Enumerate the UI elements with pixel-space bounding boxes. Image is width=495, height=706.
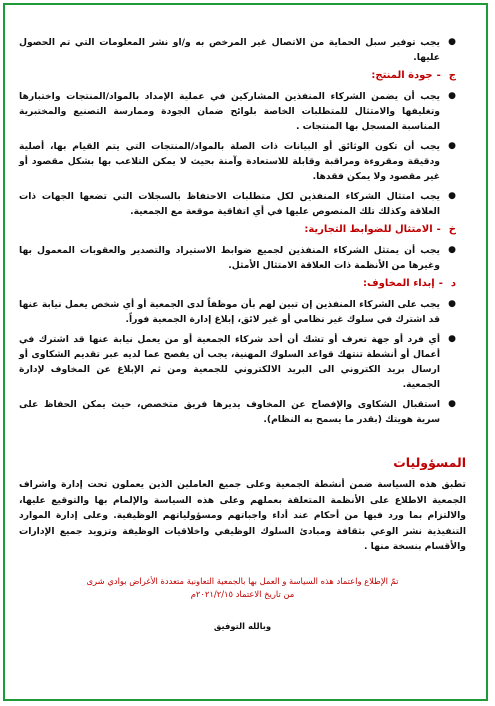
bullet-item [19, 243, 466, 273]
bullet-icon: ● [448, 399, 456, 409]
bullet-item [19, 397, 466, 427]
bullet-text: يجب امتثال الشركاء المنفذين لكل متطلبات الاحتفاظ بالسجلات التي تضعها الجهات ذات العلاقة وكذلك تلك المنصوص عليها في أي اتفاقية موقعة مع الجمعية. [19, 191, 440, 217]
bullet-text: يجب أن يمتثل الشركاء المنفذين لجميع ضوابط الاستيراد والتصدير والعقوبات المعمول بها وغيرها من الأنظمة ذات العلاقة الامتثال الأمثل. [19, 245, 440, 271]
bullet-item [19, 297, 466, 327]
bullet-text: استقبال الشكاوى والإفصاح عن المخاوف يديرها فريق متخصص، حيث يمكن الحفاظ على سرية هويتك (بقدر ما يسمح به النظام). [19, 399, 440, 425]
document-page [3, 3, 488, 701]
bullet-icon: ● [448, 141, 456, 151]
bullet-icon: ● [448, 37, 456, 47]
section-heading-trade-compliance [19, 224, 466, 235]
bullet-icon: ● [448, 91, 456, 101]
bullet-text: يجب على الشركاء المنفذين إن تبين لهم بأن موظفاً لدى الجمعية أو أي شخص يعمل نيابة عنها قد اشترك في سلوك غير نظامي أو غير لائق، إبلاغ إدارة الجمعية فوراً. [19, 299, 440, 325]
document-content [5, 5, 486, 699]
dash-icon: - [436, 70, 441, 81]
section-letter: ج [448, 70, 456, 81]
signoff: وبالله التوفيق [213, 620, 272, 631]
dash-icon: - [436, 224, 441, 235]
bullet-text: يجب أن تكون الوثائق أو البيانات ذات الصلة بالمواد/المنتجات التي يتم القيام بها، أصلية ودقيقة ومقروءة ومراقبة وقابلة للاستعادة وآمنة بحيث لا يمكن التلاعب بها بشكل مقصود أو غير مقصود ولا يمكن فقدها. [19, 141, 440, 182]
bullet-icon: ● [448, 191, 456, 201]
bullet-icon: ● [448, 334, 456, 344]
approval-date: من تاريخ الاعتماد ٢٠٢١/٢/١٥م [190, 588, 295, 599]
approval-note [19, 575, 466, 601]
dash-icon: - [438, 278, 443, 289]
bullet-item [19, 189, 466, 219]
bullet-text: يجب أن يضمن الشركاء المنفذين المشاركين في عملية الإمداد بالمواد/المنتجات واختبارها وتغليفها والامتثال للمتطلبات الخاصة بلوائح ضمان الجودة وممارسة التصنيع والمختبرية المناسبة المسجل بها المنتجات . [19, 91, 440, 132]
bullet-item [19, 139, 466, 184]
section-title: الامتثال للضوابط التجارية: [304, 224, 433, 235]
section-letter: خ [448, 224, 456, 235]
approval-line: تمّ الإطلاع واعتماد هذه السياسة و العمل بها بالجمعية التعاونية متعددة الأغراض بوادي شرى [86, 575, 399, 586]
section-heading-concerns [19, 278, 466, 289]
responsibilities-paragraph: تطبق هذه السياسة ضمن أنشطة الجمعية وعلى جميع العاملين الذين يعملون تحت إدارة واشراف الجمعية الاطلاع على الأنظمة المتعلقة بعملهم وعلى هذه السياسة والإلمام بها والتوقيع عليها، والالتزام بما ورد فيها من أحكام عند أداء واجباتهم ومسؤولياتهم الوظيفية. وعلى إدارة الموارد التنفيذية نشر الوعي بثقافة ومبادئ السلوك الوظيفي واخلاقيات الوظيفة وتزويد جميع الإدارات والأقسام بنسخة منها . [19, 479, 466, 552]
bullet-item [19, 89, 466, 134]
bullet-text: يجب توفير سبل الحماية من الاتصال غير المرخص به و/او نشر المعلومات التي تم الحصول عليها. [19, 37, 440, 63]
bullet-item [19, 35, 466, 65]
bullet-item [19, 332, 466, 392]
bullet-icon: ● [448, 245, 456, 255]
section-title: جودة المنتج: [371, 70, 433, 81]
section-heading-quality [19, 70, 466, 81]
section-title: إبداء المخاوف: [363, 278, 435, 289]
section-letter: د [450, 278, 456, 289]
responsibilities-title: المسؤوليات [393, 455, 466, 470]
bullet-icon: ● [448, 299, 456, 309]
bullet-text: أي فرد أو جهة تعرف أو تشك أن أحد شركاء الجمعية أو من يعمل نيابة عنها قد اشترك في أعمال أو أنشطة تنتهك قواعد السلوك المهنية، يجب أن يفصح عما لديه عبر تقديم الشكاوى أو ارسال بريد الكتروني الى البريد الالكتروني للجمعية ومن ثم الإبلاغ عن المخاوف لإدارة الجمعية. [19, 334, 440, 390]
